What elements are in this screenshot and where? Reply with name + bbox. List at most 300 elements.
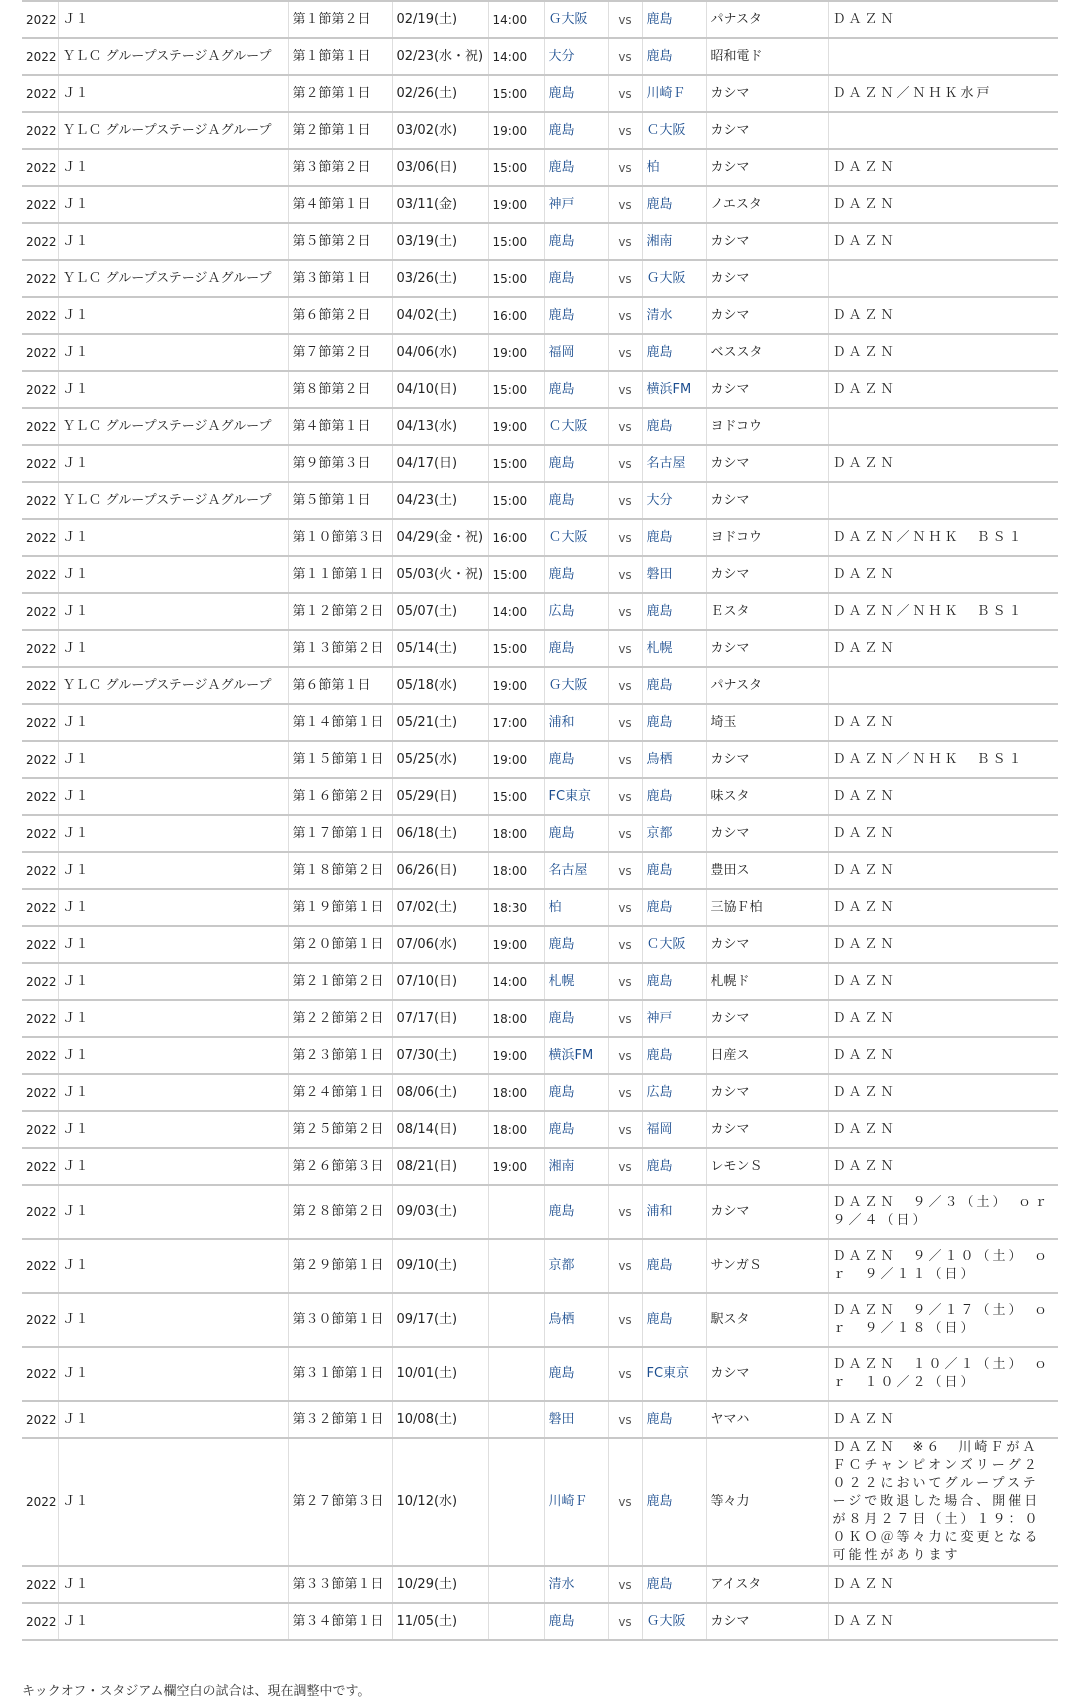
table-row (22, 223, 1058, 260)
away-team-link[interactable]: 鹿島 (646, 1411, 673, 1427)
home-team-cell (544, 334, 608, 371)
date-cell: 11/05(土) (392, 1603, 488, 1640)
stadium-cell: カシマ (706, 1074, 828, 1111)
date-cell: 02/23(水・祝) (392, 38, 488, 75)
round-cell: 第７節第２日 (288, 334, 392, 371)
away-team-cell (642, 741, 706, 778)
round-cell: 第２節第１日 (288, 112, 392, 149)
broadcast-cell: ＤＡＺＮ (828, 297, 1058, 334)
year-cell: 2022 (22, 889, 58, 926)
year-cell: 2022 (22, 1111, 58, 1148)
away-team-link[interactable]: 鹿島 (646, 1576, 673, 1592)
kickoff-time-cell (488, 1566, 544, 1603)
competition-cell: Ｊ１ (58, 186, 288, 223)
away-team-link[interactable]: 浦和 (646, 1204, 673, 1219)
kickoff-time-cell: 18:30 (488, 889, 544, 926)
table-row (22, 630, 1058, 667)
vs-label: vs (608, 297, 642, 334)
away-team-link[interactable]: FC東京 (646, 1366, 690, 1381)
home-team-cell (544, 445, 608, 482)
away-team-link[interactable]: 神戸 (646, 1010, 673, 1026)
home-team-link[interactable]: 浦和 (548, 714, 575, 730)
away-team-cell (642, 1347, 706, 1401)
broadcast-cell: ＤＡＺＮ ９／１７（土） ｏｒ ９／１８（日） (828, 1293, 1058, 1347)
away-team-cell (642, 778, 706, 815)
competition-cell: Ｊ１ (58, 704, 288, 741)
round-cell: 第１０節第３日 (288, 519, 392, 556)
vs-label: vs (608, 223, 642, 260)
away-team-cell (642, 408, 706, 445)
kickoff-time-cell: 16:00 (488, 297, 544, 334)
home-team-link[interactable]: 鹿島 (548, 825, 575, 841)
home-team-cell (544, 38, 608, 75)
away-team-link[interactable]: 横浜FM (646, 381, 692, 397)
date-cell: 09/03(土) (392, 1185, 488, 1239)
stadium-cell: カシマ (706, 445, 828, 482)
away-team-link[interactable]: 京都 (646, 825, 673, 841)
home-team-link[interactable]: 名古屋 (548, 862, 588, 878)
away-team-cell (642, 223, 706, 260)
home-team-link[interactable]: 広島 (548, 603, 575, 619)
table-row (22, 815, 1058, 852)
home-team-link[interactable]: 鹿島 (548, 122, 575, 138)
broadcast-cell: ＤＡＺＮ (828, 630, 1058, 667)
away-team-link[interactable]: 大分 (646, 492, 673, 508)
broadcast-cell: ＤＡＺＮ／ＮＨＫ水戸 (828, 75, 1058, 112)
stadium-cell: カシマ (706, 926, 828, 963)
competition-cell: Ｊ１ (58, 334, 288, 371)
home-team-cell (544, 963, 608, 1000)
broadcast-cell: ＤＡＺＮ (828, 445, 1058, 482)
year-cell: 2022 (22, 593, 58, 630)
home-team-cell (544, 112, 608, 149)
away-team-link[interactable]: 柏 (646, 159, 660, 175)
away-team-cell (642, 1603, 706, 1640)
competition-cell: Ｊ１ (58, 852, 288, 889)
away-team-link[interactable]: 鹿島 (646, 714, 673, 730)
round-cell: 第２８節第２日 (288, 1185, 392, 1239)
away-team-link[interactable]: 広島 (646, 1084, 673, 1100)
away-team-link[interactable]: Ｇ大阪 (646, 270, 686, 286)
table-row (22, 260, 1058, 297)
stadium-cell: Ｅスタ (706, 593, 828, 630)
kickoff-time-cell: 19:00 (488, 926, 544, 963)
home-team-cell (544, 1603, 608, 1640)
competition-cell: Ｊ１ (58, 371, 288, 408)
competition-cell: ＹＬＣ グループステージＡグループ (58, 260, 288, 297)
away-team-cell (642, 1185, 706, 1239)
home-team-cell (544, 1, 608, 38)
home-team-link[interactable]: 柏 (548, 899, 562, 915)
vs-label: vs (608, 1293, 642, 1347)
competition-cell: Ｊ１ (58, 1185, 288, 1239)
away-team-link[interactable]: 鹿島 (646, 1494, 673, 1509)
round-cell: 第２１節第２日 (288, 963, 392, 1000)
competition-cell: Ｊ１ (58, 297, 288, 334)
away-team-cell (642, 112, 706, 149)
stadium-cell: カシマ (706, 371, 828, 408)
away-team-cell (642, 1438, 706, 1566)
table-row (22, 519, 1058, 556)
home-team-cell (544, 1185, 608, 1239)
vs-label: vs (608, 815, 642, 852)
year-cell: 2022 (22, 815, 58, 852)
away-team-cell (642, 519, 706, 556)
home-team-link[interactable]: 鹿島 (548, 455, 575, 471)
broadcast-cell: ＤＡＺＮ ９／３（土） ｏｒ ９／４（日） (828, 1185, 1058, 1239)
vs-label: vs (608, 556, 642, 593)
table-row (22, 1401, 1058, 1438)
home-team-link[interactable]: 鹿島 (548, 751, 575, 767)
away-team-cell (642, 889, 706, 926)
broadcast-cell (828, 408, 1058, 445)
home-team-link[interactable]: 磐田 (548, 1411, 575, 1427)
stadium-cell: 豊田ス (706, 852, 828, 889)
table-row (22, 556, 1058, 593)
home-team-cell (544, 1401, 608, 1438)
home-team-link[interactable]: 鹿島 (548, 85, 575, 101)
date-cell: 06/26(日) (392, 852, 488, 889)
year-cell: 2022 (22, 963, 58, 1000)
home-team-link[interactable]: 鳥栖 (548, 1312, 575, 1327)
home-team-link[interactable]: 鹿島 (548, 566, 575, 582)
competition-cell: Ｊ１ (58, 1148, 288, 1185)
table-row (22, 1603, 1058, 1640)
competition-cell: Ｊ１ (58, 963, 288, 1000)
date-cell: 03/19(土) (392, 223, 488, 260)
vs-label: vs (608, 38, 642, 75)
away-team-cell (642, 963, 706, 1000)
away-team-cell (642, 1293, 706, 1347)
broadcast-cell: ＤＡＺＮ (828, 1401, 1058, 1438)
home-team-link[interactable]: 鹿島 (548, 159, 575, 175)
competition-cell: Ｊ１ (58, 75, 288, 112)
vs-label: vs (608, 519, 642, 556)
stadium-cell: 昭和電ド (706, 38, 828, 75)
away-team-link[interactable]: 鹿島 (646, 788, 673, 804)
table-row (22, 1111, 1058, 1148)
competition-cell: Ｊ１ (58, 1347, 288, 1401)
home-team-link[interactable]: 京都 (548, 1258, 575, 1273)
away-team-link[interactable]: 鳥栖 (646, 751, 673, 767)
stadium-cell: 駅スタ (706, 1293, 828, 1347)
round-cell: 第１８節第２日 (288, 852, 392, 889)
table-row (22, 149, 1058, 186)
kickoff-time-cell: 18:00 (488, 1000, 544, 1037)
table-row (22, 334, 1058, 371)
home-team-link[interactable]: Ｃ大阪 (548, 529, 588, 545)
date-cell: 05/07(土) (392, 593, 488, 630)
competition-cell: Ｊ１ (58, 1074, 288, 1111)
competition-cell: ＹＬＣ グループステージＡグループ (58, 667, 288, 704)
away-team-link[interactable]: 鹿島 (646, 344, 673, 360)
stadium-cell: カシマ (706, 223, 828, 260)
competition-cell: Ｊ１ (58, 519, 288, 556)
away-team-link[interactable]: 清水 (646, 307, 673, 323)
home-team-cell (544, 371, 608, 408)
away-team-cell (642, 186, 706, 223)
stadium-cell: ヤマハ (706, 1401, 828, 1438)
competition-cell: ＹＬＣ グループステージＡグループ (58, 408, 288, 445)
year-cell: 2022 (22, 1148, 58, 1185)
away-team-cell (642, 371, 706, 408)
round-cell: 第６節第２日 (288, 297, 392, 334)
table-row (22, 889, 1058, 926)
table-row (22, 445, 1058, 482)
round-cell: 第１２節第２日 (288, 593, 392, 630)
away-team-link[interactable]: 鹿島 (646, 1258, 673, 1273)
kickoff-time-cell: 16:00 (488, 519, 544, 556)
date-cell: 03/11(金) (392, 186, 488, 223)
year-cell: 2022 (22, 704, 58, 741)
home-team-link[interactable]: Ｃ大阪 (548, 418, 588, 434)
date-cell: 04/13(水) (392, 408, 488, 445)
home-team-link[interactable]: Ｇ大阪 (548, 11, 588, 27)
home-team-cell (544, 593, 608, 630)
date-cell: 04/29(金・祝) (392, 519, 488, 556)
home-team-link[interactable]: 鹿島 (548, 492, 575, 508)
broadcast-cell: ＤＡＺＮ (828, 704, 1058, 741)
date-cell: 07/06(水) (392, 926, 488, 963)
stadium-cell: ベススタ (706, 334, 828, 371)
round-cell: 第２節第１日 (288, 75, 392, 112)
away-team-link[interactable]: 札幌 (646, 640, 673, 656)
home-team-cell (544, 482, 608, 519)
home-team-link[interactable]: Ｇ大阪 (548, 677, 588, 693)
away-team-link[interactable]: 鹿島 (646, 48, 673, 64)
home-team-link[interactable]: 鹿島 (548, 270, 575, 286)
away-team-link[interactable]: 鹿島 (646, 603, 673, 619)
home-team-link[interactable]: 大分 (548, 48, 575, 64)
competition-cell: Ｊ１ (58, 593, 288, 630)
home-team-cell (544, 778, 608, 815)
kickoff-time-cell: 14:00 (488, 593, 544, 630)
home-team-cell (544, 408, 608, 445)
away-team-cell (642, 815, 706, 852)
away-team-link[interactable]: 鹿島 (646, 529, 673, 545)
away-team-link[interactable]: 鹿島 (646, 899, 673, 915)
away-team-link[interactable]: 鹿島 (646, 196, 673, 212)
away-team-link[interactable]: 名古屋 (646, 455, 686, 471)
kickoff-time-cell: 14:00 (488, 963, 544, 1000)
year-cell: 2022 (22, 334, 58, 371)
year-cell: 2022 (22, 1, 58, 38)
away-team-link[interactable]: 鹿島 (646, 1158, 673, 1174)
round-cell: 第３０節第１日 (288, 1293, 392, 1347)
home-team-link[interactable]: 鹿島 (548, 233, 575, 249)
competition-cell: Ｊ１ (58, 815, 288, 852)
home-team-link[interactable]: 神戸 (548, 196, 575, 212)
year-cell: 2022 (22, 297, 58, 334)
away-team-link[interactable]: 鹿島 (646, 418, 673, 434)
home-team-link[interactable]: 鹿島 (548, 1010, 575, 1026)
year-cell: 2022 (22, 186, 58, 223)
away-team-link[interactable]: 鹿島 (646, 1047, 673, 1063)
away-team-cell (642, 1037, 706, 1074)
stadium-cell: ヨドコウ (706, 408, 828, 445)
home-team-cell (544, 1074, 608, 1111)
round-cell: 第２０節第１日 (288, 926, 392, 963)
away-team-cell (642, 630, 706, 667)
year-cell: 2022 (22, 371, 58, 408)
table-row (22, 741, 1058, 778)
stadium-cell: カシマ (706, 815, 828, 852)
year-cell: 2022 (22, 519, 58, 556)
table-row (22, 1185, 1058, 1239)
competition-cell: Ｊ１ (58, 926, 288, 963)
broadcast-cell: ＤＡＺＮ (828, 1037, 1058, 1074)
away-team-link[interactable]: 川崎Ｆ (646, 85, 686, 101)
home-team-link[interactable]: 鹿島 (548, 1613, 575, 1629)
broadcast-cell: ＤＡＺＮ (828, 815, 1058, 852)
competition-cell: Ｊ１ (58, 1000, 288, 1037)
away-team-link[interactable]: 福岡 (646, 1121, 673, 1137)
broadcast-cell: ＤＡＺＮ (828, 1, 1058, 38)
year-cell: 2022 (22, 408, 58, 445)
away-team-link[interactable]: 鹿島 (646, 677, 673, 693)
kickoff-time-cell: 19:00 (488, 667, 544, 704)
round-cell: 第３２節第１日 (288, 1401, 392, 1438)
broadcast-cell: ＤＡＺＮ (828, 1566, 1058, 1603)
date-cell: 04/17(日) (392, 445, 488, 482)
vs-label: vs (608, 1566, 642, 1603)
round-cell: 第４節第１日 (288, 186, 392, 223)
table-row (22, 1566, 1058, 1603)
broadcast-cell: ＤＡＺＮ (828, 1148, 1058, 1185)
stadium-cell: カシマ (706, 1347, 828, 1401)
stadium-cell: レモンＳ (706, 1148, 828, 1185)
year-cell: 2022 (22, 741, 58, 778)
kickoff-time-cell (488, 1185, 544, 1239)
round-cell: 第２２節第２日 (288, 1000, 392, 1037)
round-cell: 第４節第１日 (288, 408, 392, 445)
year-cell: 2022 (22, 1037, 58, 1074)
home-team-link[interactable]: 鹿島 (548, 1084, 575, 1100)
kickoff-time-cell: 18:00 (488, 815, 544, 852)
kickoff-time-cell (488, 1438, 544, 1566)
broadcast-cell: ＤＡＺＮ (828, 926, 1058, 963)
vs-label: vs (608, 371, 642, 408)
home-team-link[interactable]: 清水 (548, 1576, 575, 1592)
away-team-link[interactable]: Ｇ大阪 (646, 1613, 686, 1629)
home-team-link[interactable]: 鹿島 (548, 936, 575, 952)
away-team-link[interactable]: 鹿島 (646, 862, 673, 878)
away-team-link[interactable]: 鹿島 (646, 1312, 673, 1327)
home-team-link[interactable]: 福岡 (548, 344, 575, 360)
home-team-link[interactable]: 鹿島 (548, 1204, 575, 1219)
stadium-cell: ノエスタ (706, 186, 828, 223)
stadium-cell: アイスタ (706, 1566, 828, 1603)
date-cell: 08/14(日) (392, 1111, 488, 1148)
away-team-cell (642, 334, 706, 371)
stadium-cell: カシマ (706, 1603, 828, 1640)
date-cell: 04/06(水) (392, 334, 488, 371)
broadcast-cell: ＤＡＺＮ／ＮＨＫ ＢＳ１ (828, 593, 1058, 630)
kickoff-time-cell: 15:00 (488, 223, 544, 260)
vs-label: vs (608, 1, 642, 38)
table-row (22, 704, 1058, 741)
home-team-link[interactable]: 川崎Ｆ (548, 1494, 588, 1509)
away-team-link[interactable]: 鹿島 (646, 11, 673, 27)
vs-label: vs (608, 1401, 642, 1438)
date-cell: 09/10(土) (392, 1239, 488, 1293)
competition-cell: Ｊ１ (58, 1, 288, 38)
date-cell: 07/17(日) (392, 1000, 488, 1037)
table-row (22, 297, 1058, 334)
home-team-link[interactable]: 鹿島 (548, 640, 575, 656)
broadcast-cell: ＤＡＺＮ (828, 556, 1058, 593)
year-cell: 2022 (22, 38, 58, 75)
round-cell: 第１４節第１日 (288, 704, 392, 741)
away-team-link[interactable]: Ｃ大阪 (646, 122, 686, 138)
year-cell: 2022 (22, 1185, 58, 1239)
home-team-link[interactable]: 横浜FM (548, 1047, 594, 1063)
vs-label: vs (608, 1000, 642, 1037)
year-cell: 2022 (22, 223, 58, 260)
competition-cell: ＹＬＣ グループステージＡグループ (58, 38, 288, 75)
home-team-link[interactable]: 湘南 (548, 1158, 575, 1174)
home-team-link[interactable]: 鹿島 (548, 381, 575, 397)
away-team-cell (642, 1239, 706, 1293)
year-cell: 2022 (22, 926, 58, 963)
home-team-link[interactable]: FC東京 (548, 788, 592, 804)
competition-cell: Ｊ１ (58, 1293, 288, 1347)
away-team-link[interactable]: 鹿島 (646, 973, 673, 989)
away-team-link[interactable]: 磐田 (646, 566, 673, 582)
home-team-link[interactable]: 鹿島 (548, 1121, 575, 1137)
away-team-link[interactable]: Ｃ大阪 (646, 936, 686, 952)
broadcast-cell: ＤＡＺＮ (828, 1603, 1058, 1640)
home-team-link[interactable]: 鹿島 (548, 1366, 575, 1381)
away-team-cell (642, 1, 706, 38)
competition-cell: Ｊ１ (58, 149, 288, 186)
stadium-cell: 日産ス (706, 1037, 828, 1074)
date-cell: 04/10(日) (392, 371, 488, 408)
date-cell: 02/19(土) (392, 1, 488, 38)
away-team-cell (642, 1401, 706, 1438)
table-row (22, 593, 1058, 630)
home-team-cell (544, 556, 608, 593)
broadcast-cell: ＤＡＺＮ (828, 889, 1058, 926)
home-team-link[interactable]: 鹿島 (548, 307, 575, 323)
vs-label: vs (608, 963, 642, 1000)
kickoff-time-cell: 18:00 (488, 852, 544, 889)
date-cell: 08/21(日) (392, 1148, 488, 1185)
kickoff-time-cell (488, 1401, 544, 1438)
year-cell: 2022 (22, 112, 58, 149)
away-team-link[interactable]: 湘南 (646, 233, 673, 249)
away-team-cell (642, 556, 706, 593)
date-cell: 10/12(水) (392, 1438, 488, 1566)
kickoff-time-cell: 17:00 (488, 704, 544, 741)
date-cell: 05/18(水) (392, 667, 488, 704)
home-team-cell (544, 1000, 608, 1037)
date-cell: 07/02(土) (392, 889, 488, 926)
year-cell: 2022 (22, 1074, 58, 1111)
vs-label: vs (608, 778, 642, 815)
kickoff-time-cell: 15:00 (488, 260, 544, 297)
vs-label: vs (608, 186, 642, 223)
date-cell: 03/02(水) (392, 112, 488, 149)
date-cell: 10/01(土) (392, 1347, 488, 1401)
date-cell: 10/08(土) (392, 1401, 488, 1438)
home-team-link[interactable]: 札幌 (548, 973, 575, 989)
home-team-cell (544, 1239, 608, 1293)
competition-cell: ＹＬＣ グループステージＡグループ (58, 112, 288, 149)
table-row (22, 1000, 1058, 1037)
kickoff-time-cell: 18:00 (488, 1074, 544, 1111)
away-team-cell (642, 297, 706, 334)
